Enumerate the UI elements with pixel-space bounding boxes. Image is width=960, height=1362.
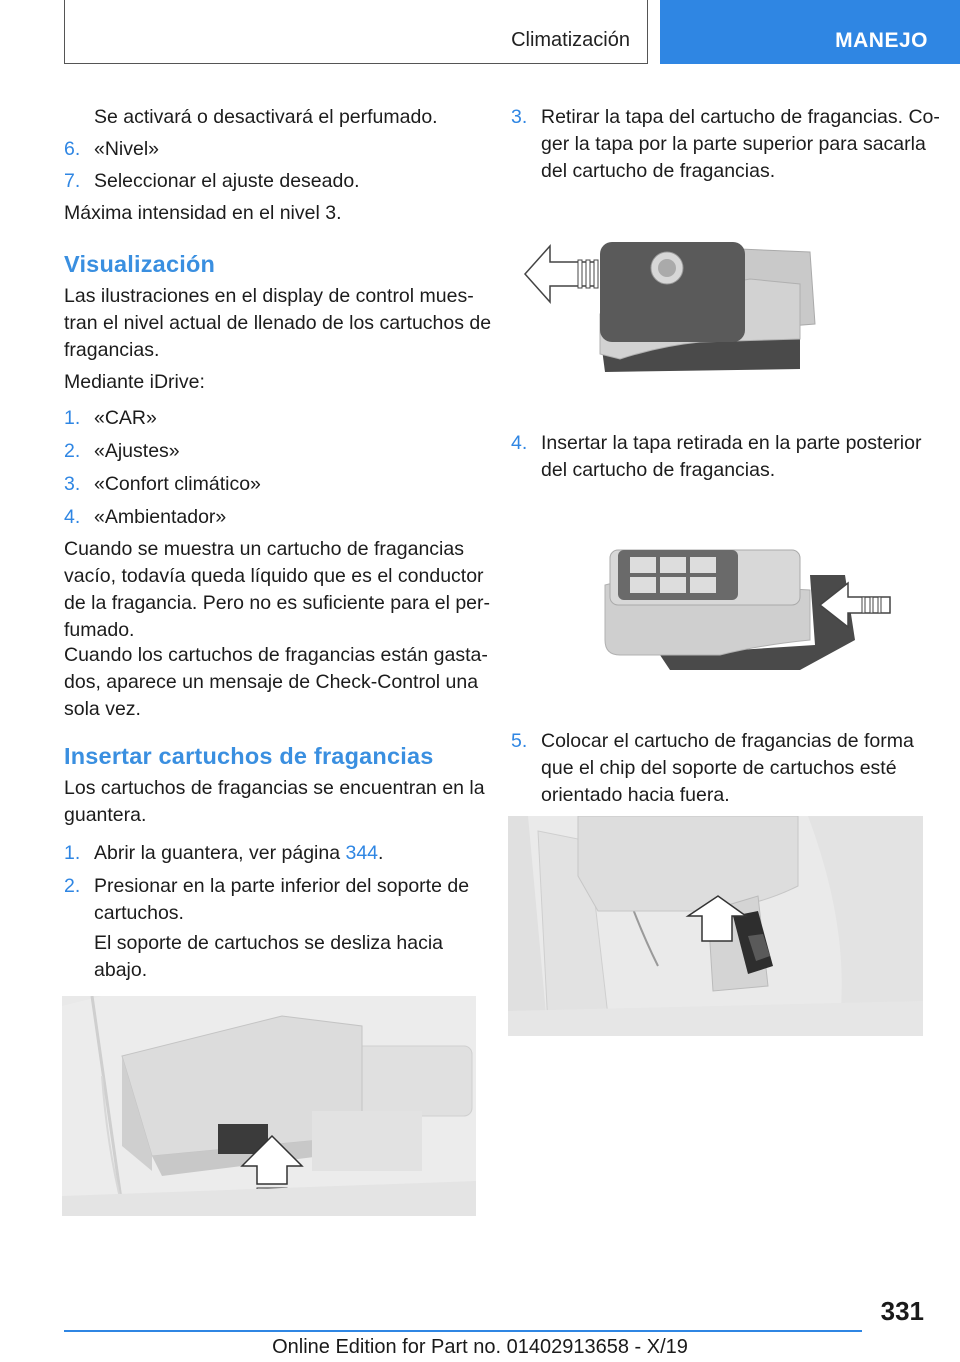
insert-cap-illustration <box>600 545 900 673</box>
step-number: 4. <box>64 506 81 528</box>
text-line: del cartucho de fragancias. <box>541 459 776 481</box>
step-number: 2. <box>64 440 81 462</box>
footer-edition: Online Edition for Part no. 01402913658 - X/19 <box>272 1336 688 1358</box>
text-line: tran el nivel actual de llenado de los cartuchos de <box>64 312 492 334</box>
text-line: de la fragancia. Pero no es suficiente para el per- <box>64 592 491 614</box>
text-line: abajo. <box>94 959 148 981</box>
step-text <box>94 840 383 867</box>
step-text: «CAR» <box>94 407 157 429</box>
text-line: vacío, todavía queda líquido que es el conductor <box>64 565 484 587</box>
step-text: «Nivel» <box>94 138 160 160</box>
section-title: Climatización <box>511 29 630 51</box>
text-line: que el chip del soporte de cartuchos esté <box>541 757 897 779</box>
vis-paragraph-4 <box>64 642 488 723</box>
step-number: 3. <box>511 106 528 128</box>
text-line: Cuando se muestra un cartucho de fragancias <box>64 538 464 560</box>
step-note <box>94 930 443 984</box>
step-text <box>541 430 921 484</box>
step-number: 4. <box>511 432 528 454</box>
heading-visualizacion: Visualización <box>64 251 216 277</box>
step-number: 7. <box>64 170 81 192</box>
text-line: orientado hacia fuera. <box>541 784 730 806</box>
step-text <box>94 873 469 927</box>
text-line: El soporte de cartuchos se desliza hacia <box>94 932 444 954</box>
step-text: «Ambientador» <box>94 506 227 528</box>
text-line: Cuando los cartuchos de fragancias están gasta- <box>64 644 488 666</box>
text-line: Colocar el cartucho de fragancias de forma <box>541 730 914 752</box>
vis-paragraph-2: Mediante iDrive: <box>64 371 205 393</box>
step-number: 1. <box>64 842 81 864</box>
page-link[interactable]: 344 <box>345 842 379 864</box>
text-line: guantera. <box>64 804 147 826</box>
text-line: Insertar la tapa retirada en la parte posterior <box>541 432 922 454</box>
max-intensity-note: Máxima intensidad en el nivel 3. <box>64 202 342 224</box>
footer-rule <box>64 1330 862 1332</box>
vis-paragraph-3 <box>64 536 490 644</box>
step-text <box>541 104 940 185</box>
text-line: ger la tapa por la parte superior para sacarla <box>541 133 926 155</box>
glovebox-holder-illustration <box>62 996 476 1216</box>
step-number: 2. <box>64 875 81 897</box>
step-text: «Ajustes» <box>94 440 180 462</box>
text-line: del cartucho de fragancias. <box>541 160 776 182</box>
step-number: 3. <box>64 473 81 495</box>
text-line: sola vez. <box>64 698 141 720</box>
remove-cap-illustration <box>520 234 820 374</box>
text-line: Presionar en la parte inferior del soporte de <box>94 875 470 897</box>
step-number: 1. <box>64 407 81 429</box>
text-line: fragancias. <box>64 339 160 361</box>
heading-insertar: Insertar cartuchos de fragancias <box>64 743 434 769</box>
vis-paragraph-1 <box>64 283 491 364</box>
step-number: 5. <box>511 730 528 752</box>
text-line: Los cartuchos de fragancias se encuentran en la <box>64 777 485 799</box>
text-line: fumado. <box>64 619 135 641</box>
text-line: Las ilustraciones en el display de control mues- <box>64 285 474 307</box>
ins-paragraph-1 <box>64 775 485 829</box>
text-line: Retirar la tapa del cartucho de fragancias. Co- <box>541 106 940 128</box>
step-text: «Confort climático» <box>94 473 261 495</box>
step-text-part: . <box>378 842 384 864</box>
step-text: Seleccionar el ajuste deseado. <box>94 170 360 192</box>
intro-line: Se activará o desactivará el perfumado. <box>94 106 438 128</box>
step-text <box>541 728 914 809</box>
text-line: dos, aparece un mensaje de Check-Control una <box>64 671 479 693</box>
page-number: 331 <box>880 1296 924 1326</box>
text-line: cartuchos. <box>94 902 184 924</box>
step-text-part: Abrir la guantera, ver página <box>94 842 346 864</box>
chapter-tab[interactable]: MANEJO <box>660 0 960 64</box>
cartridge-holder-illustration <box>508 816 923 1036</box>
step-number: 6. <box>64 138 81 160</box>
